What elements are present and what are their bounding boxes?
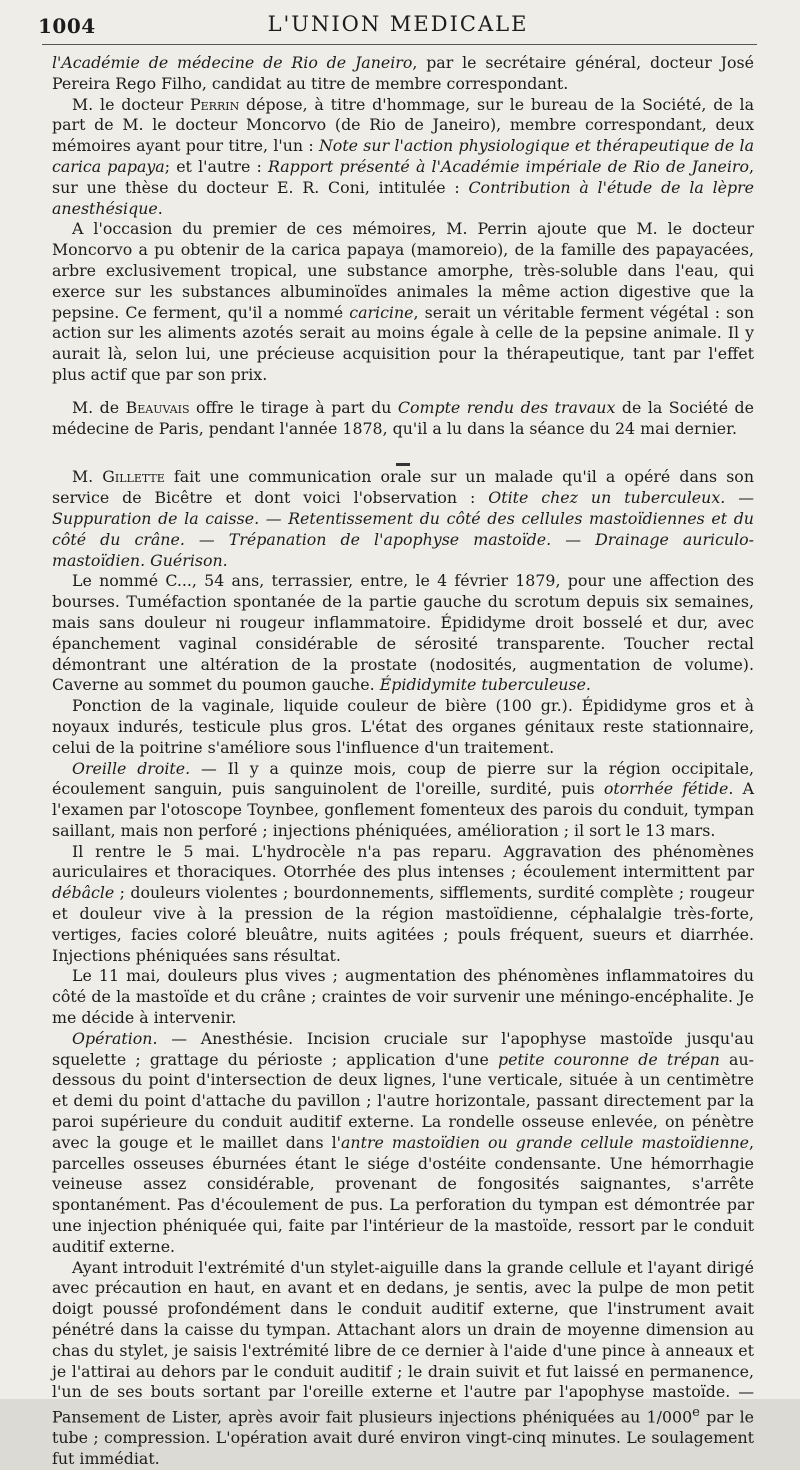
italic-run: Épididymite tuberculeuse. xyxy=(379,675,591,695)
italic-run: petite couronne de trépan xyxy=(498,1049,720,1069)
paragraph xyxy=(52,467,754,571)
italic-run: Note sur l'action physiologique et thérapeutique de la carica papaya xyxy=(52,136,754,176)
page-header xyxy=(38,8,758,44)
italic-run: caricine xyxy=(349,302,414,322)
paragraph xyxy=(52,398,754,440)
text-run: de la Société de médecine de Paris, pendant l'année 1878, qu'il a lu dans la séance du 24 mai dernier. xyxy=(52,397,754,438)
text-run: Le 11 mai, douleurs plus vives ; augmentation des phénomènes inflammatoires du côté de la mastoïde et du crâne ; craintes de voir survenir une méningo-encéphalite. Je me décide à intervenir. xyxy=(52,966,754,1028)
paragraph xyxy=(52,95,754,220)
text-run: Le nommé C..., 54 ans, terrassier, entre, le 4 février 1879, pour une affection des bourses. Tuméfaction spontanée de la partie gauche du scrotum depuis six semaines, mais sans douleur ni rougeur inflammatoire. Épididyme droit bosselé et dur, avec épanchement vaginal considérable de sérosité transparente. Toucher rectal démontrant une altération de la prostate (nodosités, augmentation de volume). Caverne au sommet du poumon gauche. xyxy=(52,571,754,695)
text-run: ; et l'autre : xyxy=(164,156,268,176)
name-small-caps: Perrin xyxy=(190,94,240,114)
italic-run: Otite chez un tuberculeux. — Suppuration de la caisse. — Retentissement du côté des cellules mastoïdiennes et du côté du crâne. — Trépanation de l'apophyse mastoïde. — Drainage auriculo-mastoïdien. Guérison. xyxy=(52,488,754,570)
text-run: Il rentre le 5 mai. L'hydrocèle n'a pas reparu. Aggravation des phénomènes auriculaires et thoraciques. Otorrhée des plus intenses ; écoulement intermittent par xyxy=(52,841,754,882)
paragraph xyxy=(52,1258,754,1470)
text-run: Ayant introduit l'extrémité d'un stylet-aiguille dans la grande cellule et l'ayant dirigé avec précaution en haut, en avant et en dedans, je sentis, avec la pulpe de mon petit doigt poussé profondément dans le conduit auditif externe, que l'instrument avait pénétré dans la caisse du tympan. Attachant alors un drain de moyenne dimension au chas du stylet, je saisis l'extrémité libre de ce dernier à l'aide d'une pince à anneaux et je l'attirai au dehors par le conduit auditif ; le drain suivit et fut laissé en permanence, l'un de ses bouts sortant par l'oreille externe et l'autre par l'apophyse mastoïde. — Pansement de Lister, après avoir fait plusieurs injections phéniquées au 1/000 xyxy=(52,1257,754,1427)
italic-run: Opération. xyxy=(72,1028,158,1048)
italic-run: Compte rendu des travaux xyxy=(397,397,616,417)
name-small-caps: Beauvais xyxy=(125,397,190,417)
text-run: , serait un véritable ferment végétal : son action sur les aliments azotés serait au moins égale à celle de la pepsine animale. Il y aurait là, selon lui, une précieuse acquisition pour la thérapeutique, tant par l'effet plus actif que par son prix. xyxy=(52,302,754,384)
paragraph xyxy=(52,759,754,842)
paragraph xyxy=(52,696,754,758)
superscript: e xyxy=(692,1405,700,1421)
italic-run: l'Académie de médecine de Rio de Janeiro xyxy=(52,53,413,72)
text-run: , parcelles osseuses éburnées étant le siége d'ostéite condensante. Une hémorrhagie veineuse assez considérable, provenant de fongosités saignantes, s'arrête spontanément. Pas d'écoulement de pus. La perforation du tympan est démontrée par une injection phéniquée qui, faite par l'intérieur de la mastoïde, ressort par le conduit auditif externe. xyxy=(52,1132,754,1256)
text-run: offre le tirage à part du xyxy=(189,397,398,417)
text-run: M. de xyxy=(72,397,126,417)
paragraph xyxy=(52,53,754,95)
italic-run: antre mastoïdien ou grande cellule mastoïdienne xyxy=(341,1132,749,1152)
section-separator xyxy=(52,451,754,455)
paragraph xyxy=(52,842,754,967)
text-run: Ponction de la vaginale, liquide couleur de bière (100 gr.). Épididyme gros et à noyaux indurés, testicule plus gros. L'état des organes génitaux reste stationnaire, celui de la poitrine s'améliore sous l'influence d'un traitement. xyxy=(52,696,754,757)
text-run: , sur une thèse du docteur E. R. Coni, intitulée : xyxy=(52,156,754,197)
text-run: fait une communication orale sur un malade qu'il a opéré dans son service de Bicêtre et dont voici l'observation : xyxy=(52,467,754,508)
text-run: , par le secrétaire général, docteur José Pereira Rego Filho, candidat au titre de membre correspondant. xyxy=(52,53,754,93)
italic-run: otorrhée fétide xyxy=(603,779,729,799)
text-run: au-dessous du point d'intersection de deux lignes, l'une verticale, située à un centimètre et demi du point d'attache du pavillon ; l'autre horizontale, passant directement par la paroi supérieure du conduit auditif externe. La rondelle osseuse enlevée, on pénètre avec la gouge et le maillet dans l' xyxy=(52,1049,754,1152)
italic-run: Contribution à l'étude de la lèpre anesthésique xyxy=(52,177,754,218)
paragraph xyxy=(52,219,754,385)
text-run: . A l'examen par l'otoscope Toynbee, gonflement fomenteux des parois du conduit, tympan saillant, mais non perforé ; injections phéniquées, amélioration ; il sort le 13 mars. xyxy=(52,779,754,840)
text-run: M. xyxy=(72,467,103,487)
page-number: 1004 xyxy=(38,14,96,38)
text-run: ; douleurs violentes ; bourdonnements, sifflements, surdité complète ; rougeur et douleur vive à la pression de la région mastoïdienne, céphalalgie très-forte, vertiges, facies coloré bleuâtre, nuits agitées ; pouls fréquent, sueurs et diarrhée. Injections phéniquées sans résultat. xyxy=(52,883,754,965)
text-run: M. le docteur xyxy=(72,94,190,114)
paragraph xyxy=(52,966,754,1028)
italic-run: Rapport présenté à l'Académie impériale de Rio de Janeiro xyxy=(267,156,749,176)
text-run: . xyxy=(157,198,163,218)
text-run: dépose, à titre d'hommage, sur le bureau de la Société, de la part de M. le docteur Moncorvo (de Rio de Janeiro), membre correspondant, deux mémoires ayant pour titre, l'un : xyxy=(52,94,754,156)
header-rule xyxy=(42,44,757,45)
paragraph xyxy=(52,571,754,696)
article-body xyxy=(52,53,754,1470)
italic-run: Oreille droite. xyxy=(72,758,191,778)
text-run: — Anesthésie. Incision cruciale sur l'apophyse mastoïde jusqu'au squelette ; grattage du périoste ; application d'une xyxy=(52,1028,754,1069)
italic-run: débâcle xyxy=(52,883,115,903)
paragraph xyxy=(52,1029,754,1258)
text-run: A l'occasion du premier de ces mémoires, M. Perrin ajoute que M. le docteur Moncorvo a pu obtenir de la carica papaya (mamoreio), de la famille des papayacées, arbre exclusivement tropical, une substance amorphe, très-soluble dans l'eau, qui exerce sur les substances albuminoïdes animales la même action digestive que la pepsine. Ce ferment, qu'il a nommé xyxy=(52,219,754,322)
running-title: L'UNION MEDICALE xyxy=(267,12,529,36)
text-run: — Il y a quinze mois, coup de pierre sur la région occipitale, écoulement sanguin, puis sanguinolent de l'oreille, surdité, puis xyxy=(52,758,754,799)
name-small-caps: Gillette xyxy=(102,467,165,487)
text-run: par le tube ; compression. L'opération avait duré environ vingt-cinq minutes. Le soulagement fut immédiat. xyxy=(52,1407,754,1469)
